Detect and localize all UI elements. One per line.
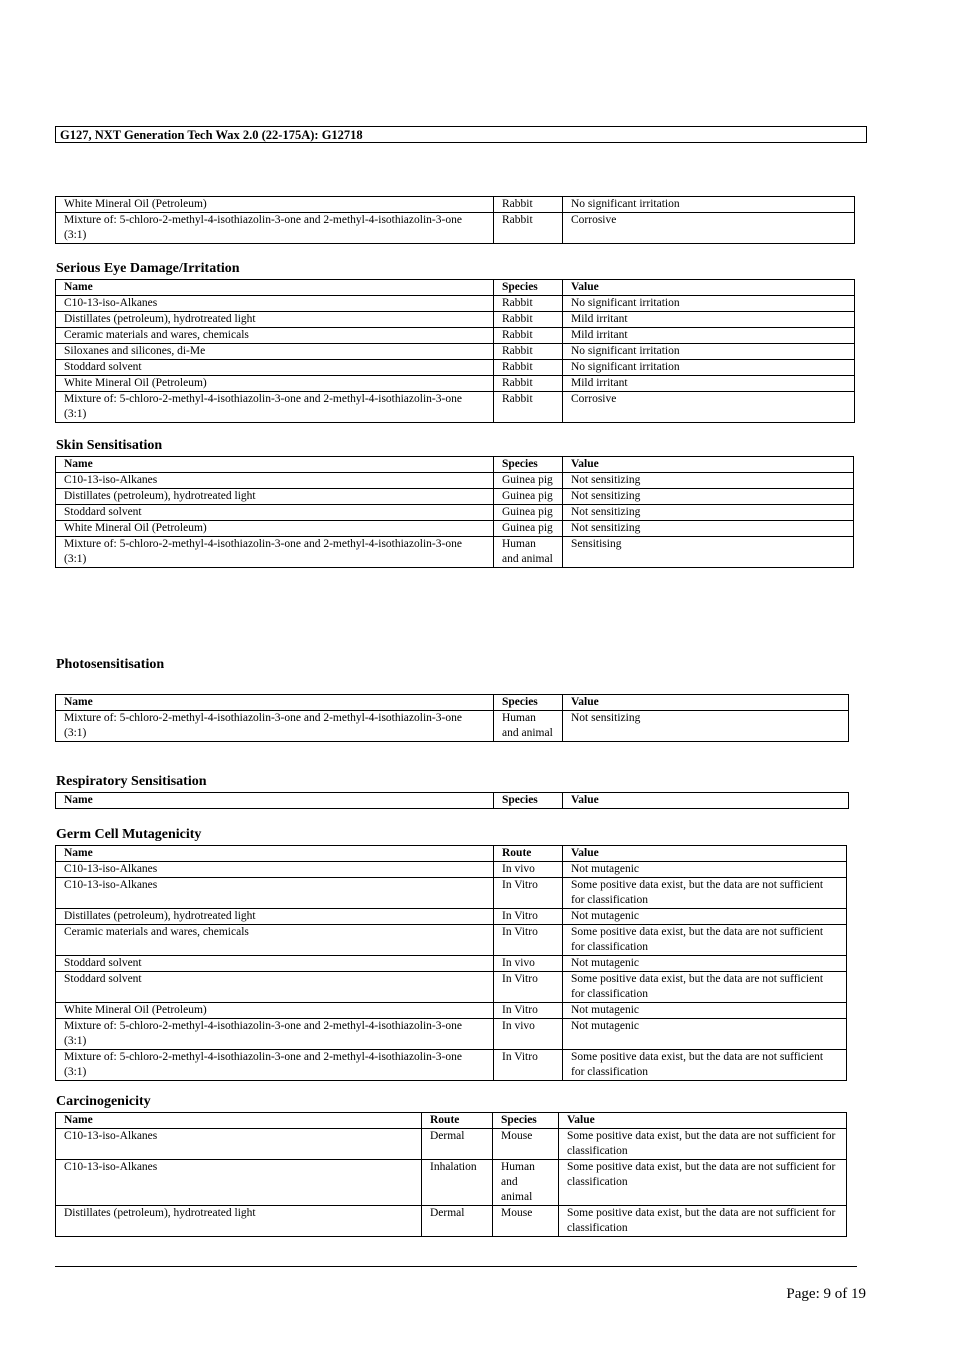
table-cell: Dermal [422, 1129, 493, 1160]
table-cell: Distillates (petroleum), hydrotreated light [56, 312, 494, 328]
table-cell: C10-13-iso-Alkanes [56, 296, 494, 312]
table-row [56, 213, 855, 244]
table-cell: Guinea pig [494, 489, 563, 505]
column-header: Value [563, 793, 849, 809]
table-row [56, 972, 847, 1003]
column-header: Value [563, 457, 854, 473]
table-cell: C10-13-iso-Alkanes [56, 473, 494, 489]
column-header: Value [563, 695, 849, 711]
table-cell: Mixture of: 5-chloro-2-methyl-4-isothiazolin-3-one and 2-methyl-4-isothiazolin-3-one (3:1) [56, 1050, 494, 1081]
table-cell: Mixture of: 5-chloro-2-methyl-4-isothiazolin-3-one and 2-methyl-4-isothiazolin-3-one (3:1) [56, 1019, 494, 1050]
table-cell: Corrosive [563, 213, 855, 244]
table-cell: Mouse [493, 1206, 559, 1237]
table-cell: No significant irritation [563, 197, 855, 213]
column-header: Species [494, 793, 563, 809]
table-row [56, 1129, 847, 1160]
carcinogenicity-table [55, 1112, 847, 1237]
table-cell: Some positive data exist, but the data are not sufficient for classification [563, 1050, 847, 1081]
table-row [56, 1160, 847, 1206]
table-row [56, 473, 854, 489]
table-cell: Corrosive [563, 392, 855, 423]
table-cell: Rabbit [494, 392, 563, 423]
column-header: Route [494, 846, 563, 862]
table-cell: Rabbit [494, 360, 563, 376]
table-cell: Inhalation [422, 1160, 493, 1206]
table-row [56, 1050, 847, 1081]
table-cell: C10-13-iso-Alkanes [56, 862, 494, 878]
table-cell: Some positive data exist, but the data are not sufficient for classification [563, 972, 847, 1003]
table-cell: Some positive data exist, but the data are not sufficient for classification [563, 878, 847, 909]
table-row [56, 296, 855, 312]
table-header-row [56, 695, 849, 711]
table-cell: In Vitro [494, 878, 563, 909]
table-row [56, 956, 847, 972]
eye-section-title: Serious Eye Damage/Irritation [56, 261, 240, 276]
table-cell: Ceramic materials and wares, chemicals [56, 328, 494, 344]
table-cell: White Mineral Oil (Petroleum) [56, 521, 494, 537]
table-cell: Mixture of: 5-chloro-2-methyl-4-isothiazolin-3-one and 2-methyl-4-isothiazolin-3-one (3:1) [56, 213, 494, 244]
table-cell: White Mineral Oil (Petroleum) [56, 1003, 494, 1019]
table-cell: Rabbit [494, 312, 563, 328]
table-cell: C10-13-iso-Alkanes [56, 1160, 422, 1206]
table-cell: Stoddard solvent [56, 972, 494, 1003]
table-cell: Mixture of: 5-chloro-2-methyl-4-isothiazolin-3-one and 2-methyl-4-isothiazolin-3-one (3:1) [56, 537, 494, 568]
table-row [56, 909, 847, 925]
column-header: Name [56, 695, 494, 711]
table-cell: C10-13-iso-Alkanes [56, 878, 494, 909]
germ-section-title: Germ Cell Mutagenicity [56, 827, 202, 842]
column-header: Species [494, 695, 563, 711]
table-cell: Dermal [422, 1206, 493, 1237]
table-cell: Rabbit [494, 328, 563, 344]
table-cell: Human and animal [494, 537, 563, 568]
photo-section-title: Photosensitisation [56, 657, 165, 672]
table-cell: In Vitro [494, 909, 563, 925]
table-cell: Not sensitizing [563, 489, 854, 505]
table-cell: Mouse [493, 1129, 559, 1160]
column-header: Route [422, 1113, 493, 1129]
eye-irritation-table [55, 279, 855, 423]
table-cell: Not mutagenic [563, 909, 847, 925]
column-header: Value [563, 280, 855, 296]
table-cell: In Vitro [494, 925, 563, 956]
table-row [56, 925, 847, 956]
carc-section-title: Carcinogenicity [56, 1094, 151, 1109]
table-row [56, 1003, 847, 1019]
table-row [56, 328, 855, 344]
table-cell: White Mineral Oil (Petroleum) [56, 197, 494, 213]
table-row [56, 392, 855, 423]
table-cell: Stoddard solvent [56, 505, 494, 521]
table-cell: Stoddard solvent [56, 360, 494, 376]
table-cell: Mixture of: 5-chloro-2-methyl-4-isothiazolin-3-one and 2-methyl-4-isothiazolin-3-one (3:1) [56, 711, 494, 742]
table-cell: C10-13-iso-Alkanes [56, 1129, 422, 1160]
table-cell: Not mutagenic [563, 1003, 847, 1019]
germ-cell-mutagenicity-table [55, 845, 847, 1081]
table-row [56, 505, 854, 521]
table-cell: No significant irritation [563, 296, 855, 312]
table-cell: Not mutagenic [563, 862, 847, 878]
table-cell: Rabbit [494, 376, 563, 392]
column-header: Species [494, 457, 563, 473]
table-row [56, 312, 855, 328]
table-cell: Distillates (petroleum), hydrotreated light [56, 489, 494, 505]
table-row [56, 1019, 847, 1050]
table-cell: Stoddard solvent [56, 956, 494, 972]
skin-sensitisation-table [55, 456, 854, 568]
table-row [56, 376, 855, 392]
table-cell: Mild irritant [563, 312, 855, 328]
table-cell: Distillates (petroleum), hydrotreated light [56, 909, 494, 925]
table-cell: Siloxanes and silicones, di-Me [56, 344, 494, 360]
table-cell: Human and animal [494, 711, 563, 742]
skin-sens-section-title: Skin Sensitisation [56, 438, 163, 453]
column-header: Species [493, 1113, 559, 1129]
table-cell: Guinea pig [494, 473, 563, 489]
table-header-row [56, 793, 849, 809]
table-header-row [56, 846, 847, 862]
table-cell: Not mutagenic [563, 956, 847, 972]
table-cell: Rabbit [494, 296, 563, 312]
table-cell: Guinea pig [494, 505, 563, 521]
table-row [56, 344, 855, 360]
table-cell: Distillates (petroleum), hydrotreated light [56, 1206, 422, 1237]
table-cell: Rabbit [494, 213, 563, 244]
table-cell: Not mutagenic [563, 1019, 847, 1050]
table-row [56, 537, 854, 568]
table-header-row [56, 280, 855, 296]
table-row [56, 878, 847, 909]
table-cell: Not sensitizing [563, 711, 849, 742]
table-cell: In vivo [494, 956, 563, 972]
table-cell: Not sensitizing [563, 473, 854, 489]
table-cell: Ceramic materials and wares, chemicals [56, 925, 494, 956]
table-row [56, 489, 854, 505]
column-header: Name [56, 793, 494, 809]
table-row [56, 360, 855, 376]
column-header: Name [56, 1113, 422, 1129]
photosensitisation-table [55, 694, 849, 742]
table-cell: In vivo [494, 862, 563, 878]
table-row [56, 711, 849, 742]
table-cell: Sensitising [563, 537, 854, 568]
table-cell: No significant irritation [563, 360, 855, 376]
skin-irritation-table [55, 196, 855, 244]
table-cell: Not sensitizing [563, 505, 854, 521]
table-cell: In vivo [494, 1019, 563, 1050]
table-row [56, 1206, 847, 1237]
table-cell: Some positive data exist, but the data are not sufficient for classification [559, 1206, 847, 1237]
table-header-row [56, 1113, 847, 1129]
table-cell: Some positive data exist, but the data are not sufficient for classification [559, 1129, 847, 1160]
table-row [56, 862, 847, 878]
table-header-row [56, 457, 854, 473]
table-cell: Mild irritant [563, 328, 855, 344]
resp-section-title: Respiratory Sensitisation [56, 774, 207, 789]
footer-divider [55, 1266, 857, 1267]
table-cell: Mixture of: 5-chloro-2-methyl-4-isothiazolin-3-one and 2-methyl-4-isothiazolin-3-one (3:1) [56, 392, 494, 423]
column-header: Species [494, 280, 563, 296]
column-header: Name [56, 457, 494, 473]
table-cell: Human and animal [493, 1160, 559, 1206]
column-header: Name [56, 846, 494, 862]
document-header: G127, NXT Generation Tech Wax 2.0 (22-175A): G12718 [55, 126, 867, 143]
table-row [56, 197, 855, 213]
table-cell: Some positive data exist, but the data are not sufficient for classification [559, 1160, 847, 1206]
column-header: Value [563, 846, 847, 862]
table-cell: In Vitro [494, 1050, 563, 1081]
table-cell: In Vitro [494, 972, 563, 1003]
respiratory-sensitisation-table [55, 792, 849, 809]
table-row [56, 521, 854, 537]
table-cell: Rabbit [494, 197, 563, 213]
column-header: Value [559, 1113, 847, 1129]
table-cell: No significant irritation [563, 344, 855, 360]
table-cell: Some positive data exist, but the data are not sufficient for classification [563, 925, 847, 956]
table-cell: Guinea pig [494, 521, 563, 537]
column-header: Name [56, 280, 494, 296]
page-number: Page: 9 of 19 [786, 1286, 866, 1302]
table-cell: Rabbit [494, 344, 563, 360]
table-cell: Mild irritant [563, 376, 855, 392]
table-cell: In Vitro [494, 1003, 563, 1019]
table-cell: Not sensitizing [563, 521, 854, 537]
table-cell: White Mineral Oil (Petroleum) [56, 376, 494, 392]
